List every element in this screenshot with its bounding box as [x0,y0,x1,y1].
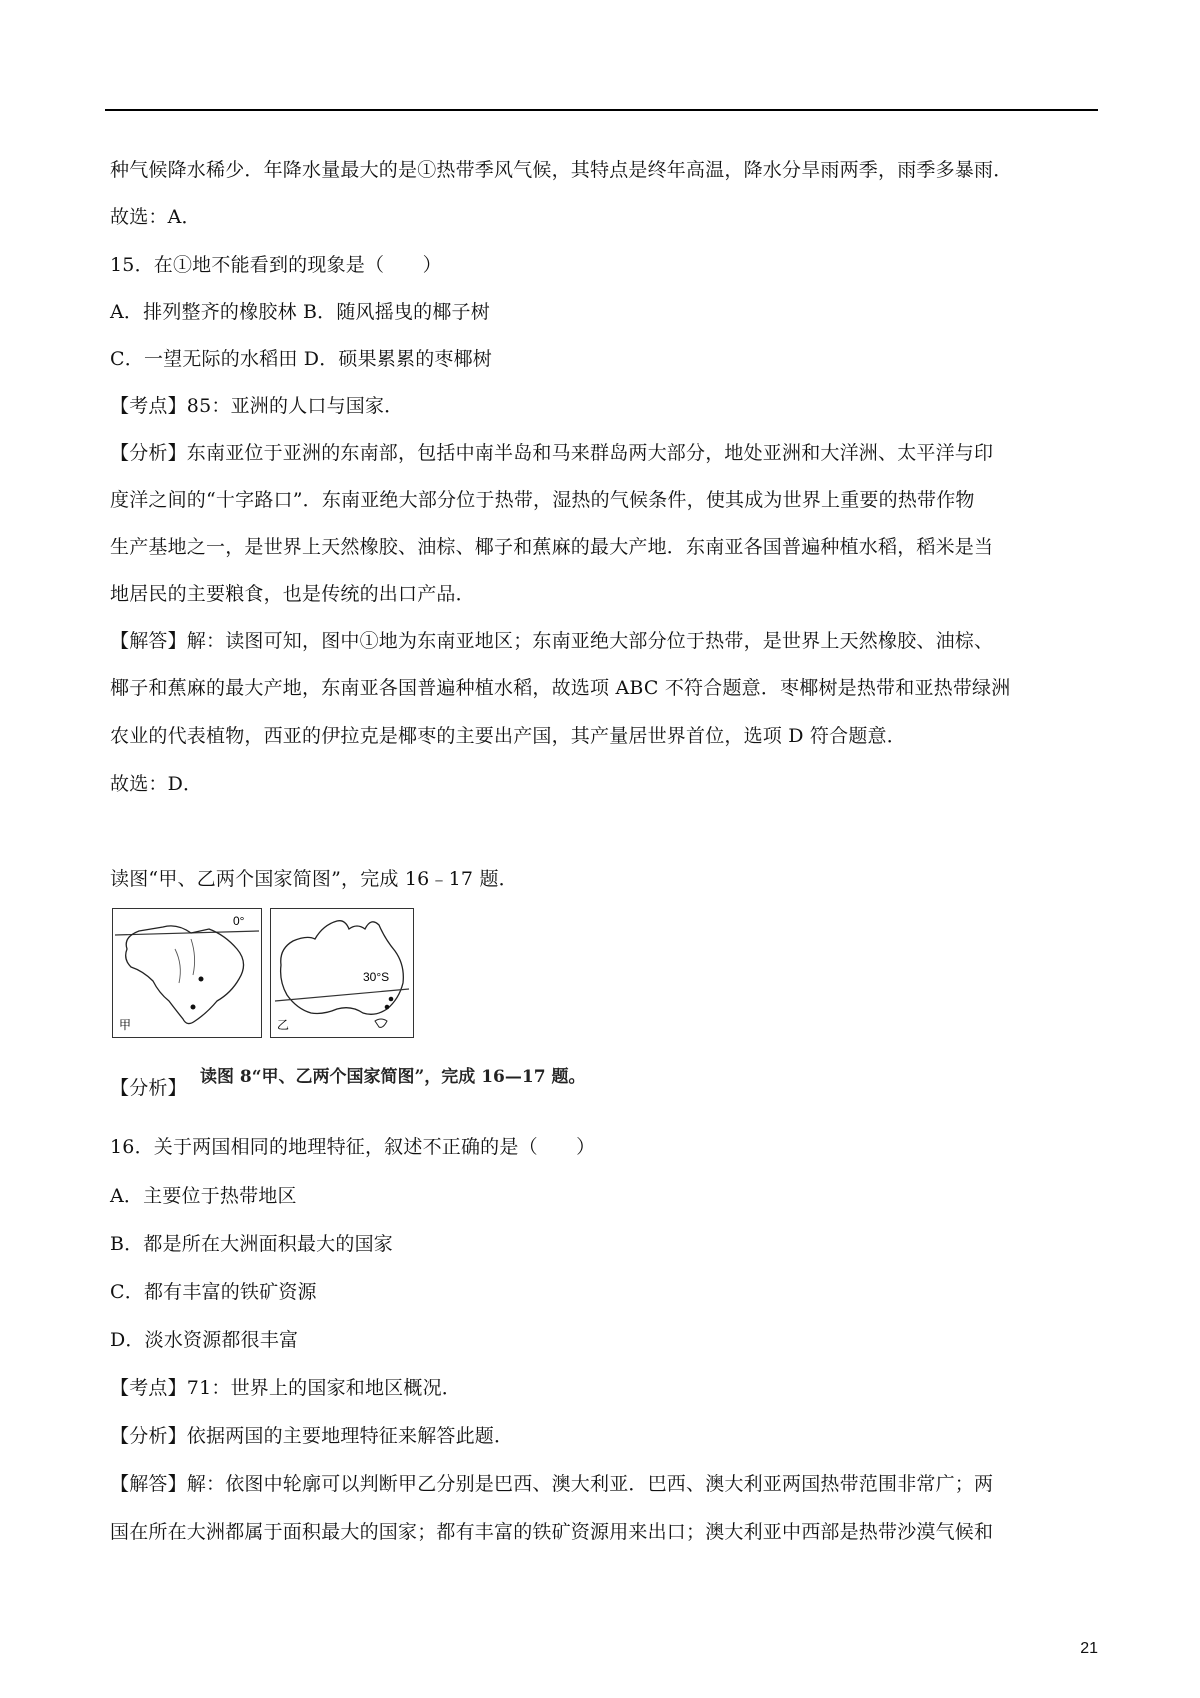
option-line: B．都是所在大洲面积最大的国家 [110,1233,393,1255]
analysis-line: 地居民的主要粮食，也是传统的出口产品． [110,583,475,605]
map2-name-label: 乙 [277,1018,290,1032]
analysis-line: 【分析】东南亚位于亚洲的东南部，包括中南半岛和马来群岛两大部分，地处亚洲和大洋洲、太平洋与印 [110,442,994,464]
kaodian-line: 【考点】71：世界上的国家和地区概况． [110,1377,461,1399]
option-line: A．排列整齐的橡胶林 B．随风摇曳的椰子树 [110,301,490,323]
answer-line: 国在所在大洲都属于面积最大的国家；都有丰富的铁矿资源用来出口；澳大利亚中西部是热带沙漠气候和 [110,1521,994,1543]
analysis-line: 度洋之间的“十字路口”．东南亚绝大部分位于热带，湿热的气候条件，使其成为世界上重要的热带作物 [110,489,975,511]
map-yi [270,908,414,1038]
option-line: C．一望无际的水稻田 D．硕果累累的枣椰树 [110,348,493,370]
answer-line: 【解答】解：读图可知，图中①地为东南亚地区；东南亚绝大部分位于热带，是世界上天然橡胶、油棕、 [110,630,994,652]
map1-lat-label: 0° [233,914,245,928]
answer-line: 农业的代表植物，西亚的伊拉克是椰枣的主要出产国，其产量居世界首位，选项 D 符合题意． [110,725,906,747]
map2-lat-label: 30°S [363,970,390,984]
brazil-map-shape [113,909,261,1037]
figure-caption: 读图 8“甲、乙两个国家简图”，完成 16—17 题。 [200,1067,586,1087]
text-line: 故选：D． [110,773,203,795]
option-line: A．主要位于热带地区 [110,1185,297,1207]
page-number: 21 [1080,1640,1098,1657]
analysis-label: 【分析】 [110,1077,187,1099]
analysis-line: 【分析】依据两国的主要地理特征来解答此题． [110,1425,514,1447]
option-line: C．都有丰富的铁矿资源 [110,1281,317,1303]
intro-line: 读图“甲、乙两个国家简图”，完成 16﹣17 题． [110,868,518,890]
answer-line: 【解答】解：依图中轮廓可以判断甲乙分别是巴西、澳大利亚．巴西、澳大利亚两国热带范围非常广；两 [110,1473,994,1495]
map-jia [112,908,262,1038]
analysis-line: 生产基地之一，是世界上天然橡胶、油棕、椰子和蕉麻的最大产地．东南亚各国普遍种植水稻，稻米是当 [110,536,994,558]
text-line: 种气候降水稀少．年降水量最大的是①热带季风气候，其特点是终年高温，降水分旱雨两季，雨季多暴雨． [110,159,1013,181]
question-15: 15．在①地不能看到的现象是（ ） [110,254,442,276]
kaodian-line: 【考点】85：亚洲的人口与国家． [110,395,404,417]
answer-line: 椰子和蕉麻的最大产地，东南亚各国普遍种植水稻，故选项 ABC 不符合题意．枣椰树是热带和亚热带绿洲 [110,677,1011,699]
australia-map-shape [271,909,413,1037]
text-line: 故选：A． [110,206,201,228]
map1-name-label: 甲 [119,1018,132,1032]
question-16: 16．关于两国相同的地理特征，叙述不正确的是（ ） [110,1136,596,1158]
header-rule [105,109,1098,111]
option-line: D．淡水资源都很丰富 [110,1329,299,1351]
